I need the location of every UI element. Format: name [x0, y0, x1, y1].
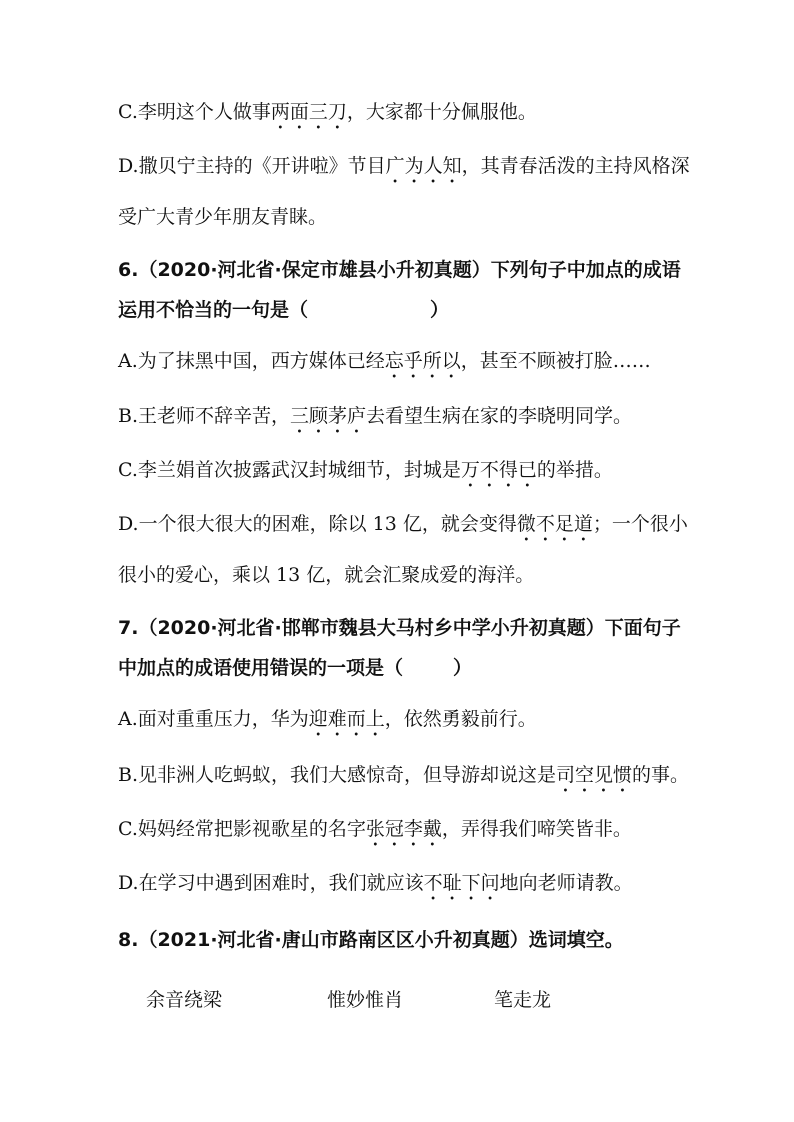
option-6d-line1	[118, 512, 688, 546]
option-5d-line1	[118, 154, 690, 188]
text: A.为了抹黑中国，西方媒体已经	[118, 350, 385, 372]
option-6a	[118, 349, 651, 383]
dotted-idiom: 广为人知	[385, 155, 462, 177]
text: D.在学习中遇到困难时，我们就应该	[118, 872, 424, 894]
text: A.面对重重压力，华为	[118, 708, 309, 730]
text: ，弄得我们啼笑皆非。	[441, 818, 632, 840]
text: ，甚至不顾被打脸……	[460, 350, 651, 372]
dotted-idiom: 三顾茅庐	[290, 405, 367, 427]
text: B.见非洲人吃蚂蚁，我们大感惊奇，但导游却说这是	[118, 764, 557, 786]
option-7c	[118, 817, 632, 851]
text: ）	[453, 657, 473, 679]
option-7b	[118, 763, 689, 797]
option-6b	[118, 404, 632, 438]
text: ，大家都十分佩服他。	[346, 101, 537, 123]
text: 地向老师请教。	[499, 872, 633, 894]
dotted-idiom: 微不足道	[516, 513, 593, 535]
dotted-idiom: 两面三刀	[270, 101, 347, 123]
question-7-line2	[118, 656, 472, 680]
option-7a	[118, 707, 537, 741]
word-bank	[0, 988, 794, 1014]
option-5c	[118, 100, 537, 134]
text: B.王老师不辞辛苦，	[118, 405, 291, 427]
dotted-idiom: 张冠李戴	[365, 818, 442, 840]
text: 的举措。	[536, 459, 613, 481]
option-6c	[118, 458, 613, 492]
word-option: 余音绕梁	[146, 989, 223, 1011]
text: D.撒贝宁主持的《开讲啦》节目	[118, 155, 386, 177]
text: C.李明这个人做事	[118, 101, 271, 123]
question-7-line1: 7.（2020·河北省·邯郸市魏县大马村乡中学小升初真题）下面句子	[118, 617, 681, 639]
text: ，依然勇毅前行。	[384, 708, 537, 730]
word-option: 笔走龙	[494, 989, 552, 1011]
text: 去看望生病在家的李晓明同学。	[366, 405, 633, 427]
dotted-idiom: 迎难而上	[308, 708, 385, 730]
text: ，其青春活泼的主持风格深	[461, 155, 690, 177]
text: 中加点的成语使用错误的一项是（	[118, 657, 404, 679]
text: C.妈妈经常把影视歌星的名字	[118, 818, 366, 840]
dotted-idiom: 忘乎所以	[384, 350, 461, 372]
option-5d-line2: 受广大青少年朋友青睐。	[118, 206, 328, 228]
question-6-line2	[118, 298, 449, 322]
question-6-line1: 6.（2020·河北省·保定市雄县小升初真题）下列句子中加点的成语	[118, 259, 681, 281]
question-8: 8.（2021·河北省·唐山市路南区区小升初真题）选词填空。	[118, 929, 624, 951]
text: ；一个很小	[592, 513, 688, 535]
dotted-idiom: 万不得已	[460, 459, 537, 481]
option-6d-line2: 很小的爱心，乘以 13 亿，就会汇聚成爱的海洋。	[118, 564, 535, 586]
text: D.一个很大很大的困难，除以 13 亿，就会变得	[118, 513, 517, 535]
text: ）	[430, 299, 450, 321]
text: C.李兰娟首次披露武汉封城细节，封城是	[118, 459, 461, 481]
option-7d	[118, 871, 633, 905]
text: 的事。	[632, 764, 690, 786]
word-option: 惟妙惟肖	[327, 989, 404, 1011]
dotted-idiom: 司空见惯	[556, 764, 633, 786]
text: 运用不恰当的一句是（	[118, 299, 309, 321]
dotted-idiom: 不耻下问	[423, 872, 500, 894]
